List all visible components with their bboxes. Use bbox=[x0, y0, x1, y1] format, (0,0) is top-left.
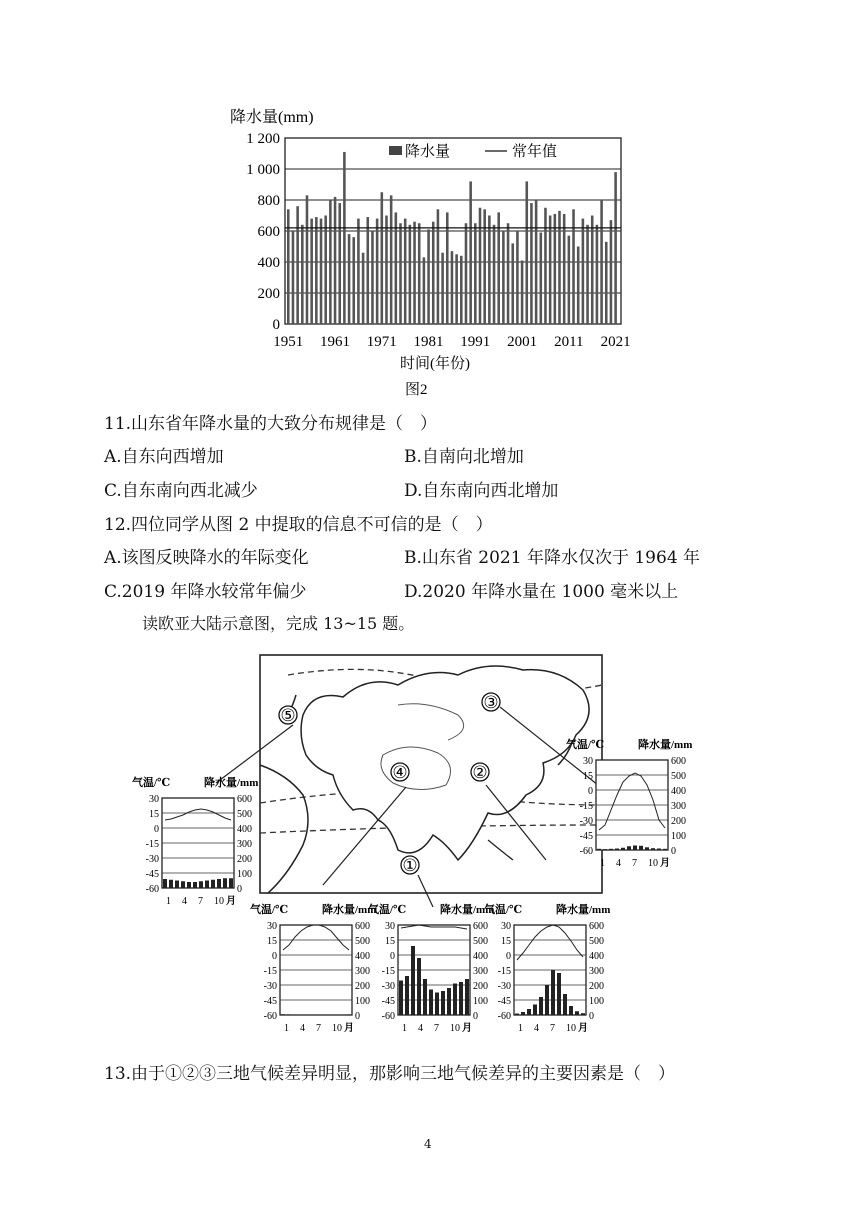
precip-tick: 600 bbox=[589, 921, 604, 932]
x-tick-label: 1951 bbox=[273, 334, 304, 350]
bar bbox=[366, 217, 369, 324]
bar bbox=[469, 181, 472, 324]
precip-tick: 400 bbox=[671, 786, 686, 797]
bar bbox=[324, 216, 327, 325]
precip-bar bbox=[223, 878, 227, 888]
bar bbox=[549, 216, 552, 325]
q12-option-d[interactable]: D.2020 年降水量在 1000 毫米以上 bbox=[404, 582, 679, 602]
marker-1 bbox=[401, 856, 419, 875]
month-tick: 1 bbox=[284, 1023, 289, 1034]
precip-bar bbox=[609, 849, 613, 850]
precip-bar bbox=[399, 981, 403, 1016]
precip-tick: 400 bbox=[355, 951, 370, 962]
svg-text:⑤: ⑤ bbox=[280, 706, 296, 725]
precip-tick: 0 bbox=[589, 1011, 594, 1022]
y-tick-label: 600 bbox=[257, 224, 280, 240]
temp-axis-label: 气温/℃ bbox=[484, 904, 523, 916]
bar bbox=[540, 233, 543, 324]
legend-bar-label: 降水量 bbox=[405, 144, 451, 160]
marker-5 bbox=[279, 706, 297, 725]
bar bbox=[320, 219, 323, 324]
precip-bar bbox=[597, 849, 601, 850]
precip-bar bbox=[429, 990, 433, 1016]
month-tick: 1 bbox=[166, 896, 171, 907]
bar bbox=[554, 214, 557, 324]
temp-tick: 0 bbox=[588, 786, 593, 797]
precip-tick: 500 bbox=[237, 809, 252, 820]
precip-bar bbox=[551, 970, 555, 1015]
svg-text:①: ① bbox=[402, 856, 418, 875]
bar bbox=[348, 234, 351, 324]
bar bbox=[572, 209, 575, 324]
legend-bar-swatch bbox=[389, 146, 402, 155]
eurasia-map-figure bbox=[128, 645, 708, 1045]
precip-tick: 0 bbox=[237, 884, 242, 895]
month-tick: 4 bbox=[534, 1023, 539, 1034]
bar bbox=[605, 242, 608, 324]
bar bbox=[357, 219, 360, 324]
temp-tick: -15 bbox=[497, 966, 511, 977]
x-tick-label: 1991 bbox=[460, 334, 491, 350]
precip-tick: 500 bbox=[473, 936, 488, 947]
precip-tick: 200 bbox=[473, 981, 488, 992]
precip-bar bbox=[515, 1014, 519, 1016]
bar bbox=[493, 225, 496, 324]
temp-tick: 15 bbox=[385, 936, 395, 947]
q11-option-a[interactable]: A.自东向西增加 bbox=[104, 447, 224, 467]
temp-tick: 15 bbox=[267, 936, 277, 947]
precip-tick: 400 bbox=[237, 824, 252, 835]
q11-stem: 11.山东省年降水量的大致分布规律是（ ） bbox=[104, 414, 438, 434]
bar bbox=[432, 222, 435, 324]
temp-tick: -30 bbox=[263, 981, 277, 992]
precip-tick: 100 bbox=[237, 869, 252, 880]
bar bbox=[568, 236, 571, 324]
temp-tick: 15 bbox=[149, 809, 159, 820]
precip-tick: 600 bbox=[473, 921, 488, 932]
temp-tick: -30 bbox=[381, 981, 395, 992]
precip-bar bbox=[657, 849, 661, 851]
month-tick: 1 bbox=[518, 1023, 523, 1034]
temp-tick: -30 bbox=[579, 816, 593, 827]
precip-bar bbox=[557, 973, 561, 1015]
precip-tick: 500 bbox=[355, 936, 370, 947]
temp-tick: 15 bbox=[501, 936, 511, 947]
precipitation-chart bbox=[225, 100, 645, 400]
month-tick: 4 bbox=[182, 896, 187, 907]
climate-chart-2 bbox=[484, 902, 610, 1034]
q12-option-a[interactable]: A.该图反映降水的年际变化 bbox=[104, 548, 309, 568]
x-tick-label: 1981 bbox=[413, 334, 444, 350]
precip-bar bbox=[169, 880, 173, 888]
bar bbox=[287, 209, 290, 324]
temp-tick: 30 bbox=[583, 756, 593, 767]
q11-option-b[interactable]: B.自南向北增加 bbox=[404, 447, 524, 467]
precip-axis-label: 降水量/mm bbox=[440, 904, 495, 916]
bar bbox=[343, 152, 346, 324]
precip-bar bbox=[435, 993, 439, 1016]
bar bbox=[488, 216, 491, 325]
svg-text:③: ③ bbox=[483, 693, 499, 712]
precip-bar bbox=[603, 849, 607, 850]
bar bbox=[516, 231, 519, 324]
month-tick: 4 bbox=[616, 858, 621, 869]
temp-tick: -60 bbox=[381, 1011, 395, 1022]
month-tick: 10 bbox=[648, 858, 658, 869]
bar bbox=[381, 192, 384, 324]
temp-tick: -45 bbox=[381, 996, 395, 1007]
temp-tick: 0 bbox=[390, 951, 395, 962]
precip-bar bbox=[211, 880, 215, 888]
temp-tick: 30 bbox=[501, 921, 511, 932]
precip-tick: 500 bbox=[671, 771, 686, 782]
bar bbox=[301, 225, 304, 324]
svg-text:④: ④ bbox=[392, 763, 408, 782]
chart-ylabel: 降水量(mm) bbox=[230, 109, 314, 126]
temp-tick: 30 bbox=[149, 794, 159, 805]
bar bbox=[418, 223, 421, 324]
precip-bar bbox=[639, 846, 643, 850]
climate-chart-1 bbox=[368, 902, 494, 1034]
precip-tick: 200 bbox=[589, 981, 604, 992]
legend-line-label: 常年值 bbox=[512, 144, 558, 160]
temp-tick: -60 bbox=[145, 884, 159, 895]
x-tick-label: 1971 bbox=[366, 334, 397, 350]
month-tick: 4 bbox=[418, 1023, 423, 1034]
climate-chart-3 bbox=[566, 737, 692, 869]
q12-option-b[interactable]: B.山东省 2021 年降水仅次于 1964 年 bbox=[404, 548, 701, 568]
bar bbox=[329, 200, 332, 324]
y-tick-label: 1 200 bbox=[246, 131, 280, 147]
precip-bar bbox=[645, 847, 649, 850]
temp-axis-label: 气温/℃ bbox=[250, 904, 289, 916]
bar bbox=[600, 200, 603, 324]
bar bbox=[544, 208, 547, 324]
bar bbox=[596, 225, 599, 324]
precip-tick: 200 bbox=[237, 854, 252, 865]
precip-tick: 300 bbox=[589, 966, 604, 977]
bar bbox=[404, 219, 407, 324]
bar bbox=[371, 231, 374, 324]
month-tick: 10 bbox=[332, 1023, 342, 1034]
precip-tick: 100 bbox=[671, 831, 686, 842]
climate-chart-5 bbox=[132, 775, 258, 907]
precip-bar bbox=[175, 881, 179, 889]
bar bbox=[399, 223, 402, 324]
y-tick-label: 0 bbox=[272, 317, 280, 333]
temp-tick: -15 bbox=[381, 966, 395, 977]
bar bbox=[427, 229, 430, 324]
bar bbox=[535, 200, 538, 324]
temp-axis-label: 气温/℃ bbox=[566, 739, 605, 751]
q13-stem: 13.由于①②③三地气候差异明显，那影响三地气候差异的主要因素是（ ） bbox=[104, 1064, 676, 1084]
precip-tick: 100 bbox=[589, 996, 604, 1007]
bar bbox=[413, 222, 416, 324]
precip-bar bbox=[405, 976, 409, 1015]
bar bbox=[530, 203, 533, 324]
precip-bar bbox=[193, 882, 197, 888]
precip-bar bbox=[411, 946, 415, 1015]
section-intro: 读欧亚大陆示意图，完成 13~15 题。 bbox=[142, 614, 415, 633]
precip-axis-label: 降水量/mm bbox=[204, 777, 259, 789]
precip-tick: 200 bbox=[355, 981, 370, 992]
precip-bar bbox=[217, 879, 221, 888]
precip-bar bbox=[651, 848, 655, 850]
y-tick-label: 400 bbox=[257, 255, 280, 271]
precip-bar bbox=[163, 879, 167, 888]
month-tick: 1 bbox=[402, 1023, 407, 1034]
precip-bar bbox=[663, 849, 667, 850]
precip-bar bbox=[563, 994, 567, 1015]
precip-tick: 600 bbox=[237, 794, 252, 805]
precip-bar bbox=[423, 979, 427, 1015]
bar bbox=[474, 223, 477, 324]
month-tick: 1 bbox=[600, 858, 605, 869]
y-tick-label: 1 000 bbox=[246, 162, 280, 178]
precip-bar bbox=[229, 878, 233, 888]
month-tick: 10 bbox=[450, 1023, 460, 1034]
bar bbox=[338, 203, 341, 324]
chart-xlabel: 时间(年份) bbox=[400, 356, 470, 372]
bar bbox=[521, 260, 524, 324]
temp-tick: -60 bbox=[263, 1011, 277, 1022]
month-tick: 4 bbox=[300, 1023, 305, 1034]
precip-tick: 0 bbox=[473, 1011, 478, 1022]
marker-4 bbox=[391, 763, 409, 782]
bar bbox=[385, 216, 388, 325]
x-tick-label: 2001 bbox=[507, 334, 538, 350]
precip-bar bbox=[521, 1012, 525, 1015]
q12-option-c[interactable]: C.2019 年降水较常年偏少 bbox=[104, 582, 307, 602]
x-tick-label: 2011 bbox=[554, 334, 584, 350]
bar bbox=[591, 216, 594, 325]
precip-bar bbox=[199, 881, 203, 888]
bar bbox=[455, 254, 458, 324]
temp-axis-label: 气温/℃ bbox=[132, 777, 171, 789]
precip-bar bbox=[459, 982, 463, 1015]
precip-bar bbox=[621, 848, 625, 850]
bar bbox=[352, 237, 355, 324]
precip-bar bbox=[465, 979, 469, 1015]
bar bbox=[334, 197, 337, 324]
temp-tick: 30 bbox=[385, 921, 395, 932]
bar bbox=[465, 223, 468, 324]
precip-bar bbox=[181, 881, 185, 888]
bars bbox=[287, 152, 617, 324]
precip-bar bbox=[205, 881, 209, 889]
bar bbox=[483, 209, 486, 324]
temp-axis-label: 气温/℃ bbox=[368, 904, 407, 916]
q11-option-d[interactable]: D.自东南向西北增加 bbox=[404, 481, 559, 501]
temp-tick: 0 bbox=[506, 951, 511, 962]
bar bbox=[586, 225, 589, 324]
precip-bar bbox=[633, 846, 637, 851]
precip-axis-label: 降水量/mm bbox=[322, 904, 377, 916]
temp-tick: -60 bbox=[497, 1011, 511, 1022]
temp-tick: -15 bbox=[263, 966, 277, 977]
month-tick: 10 bbox=[566, 1023, 576, 1034]
bar bbox=[502, 231, 505, 324]
temp-tick: 0 bbox=[154, 824, 159, 835]
bar bbox=[582, 219, 585, 324]
precip-tick: 100 bbox=[355, 996, 370, 1007]
precip-bar bbox=[187, 882, 191, 888]
precip-tick: 300 bbox=[473, 966, 488, 977]
bar bbox=[390, 195, 393, 324]
q11-option-c[interactable]: C.自东南向西北减少 bbox=[104, 481, 258, 501]
x-tick-label: 2021 bbox=[600, 334, 631, 350]
month-label: 月 bbox=[462, 1023, 472, 1034]
month-tick: 10 bbox=[214, 896, 224, 907]
precip-tick: 400 bbox=[473, 951, 488, 962]
bar bbox=[423, 257, 426, 324]
month-tick: 7 bbox=[316, 1023, 321, 1034]
temp-tick: -15 bbox=[579, 801, 593, 812]
svg-text:②: ② bbox=[472, 763, 488, 782]
month-tick: 7 bbox=[198, 896, 203, 907]
precip-tick: 400 bbox=[589, 951, 604, 962]
precip-bar bbox=[347, 1014, 351, 1015]
bar bbox=[441, 253, 444, 324]
y-tick-label: 200 bbox=[257, 286, 280, 302]
marker-2 bbox=[471, 763, 489, 782]
precip-bar bbox=[417, 958, 421, 1015]
temp-tick: -30 bbox=[497, 981, 511, 992]
precip-axis-label: 降水量/mm bbox=[638, 739, 693, 751]
temp-tick: -45 bbox=[497, 996, 511, 1007]
x-tick-label: 1961 bbox=[320, 334, 351, 350]
bar bbox=[395, 212, 398, 324]
precip-bar bbox=[569, 1006, 573, 1015]
x-tick-labels bbox=[273, 334, 630, 350]
precip-bar bbox=[447, 988, 451, 1015]
precip-bar bbox=[539, 997, 543, 1015]
precip-bar bbox=[575, 1011, 579, 1015]
figure-caption: 图2 bbox=[405, 382, 428, 398]
precip-bar bbox=[545, 985, 549, 1015]
bar bbox=[376, 219, 379, 324]
bar bbox=[460, 256, 463, 324]
bar bbox=[577, 247, 580, 325]
marker-3 bbox=[482, 693, 500, 712]
bar bbox=[563, 214, 566, 324]
bar bbox=[507, 223, 510, 324]
bar bbox=[525, 181, 528, 324]
precip-tick: 300 bbox=[355, 966, 370, 977]
month-tick: 7 bbox=[632, 858, 637, 869]
precip-tick: 300 bbox=[237, 839, 252, 850]
temp-tick: -30 bbox=[145, 854, 159, 865]
bar bbox=[446, 212, 449, 324]
precip-tick: 0 bbox=[671, 846, 676, 857]
bar bbox=[296, 206, 299, 324]
bar bbox=[409, 225, 412, 324]
month-label: 月 bbox=[578, 1023, 588, 1034]
bar bbox=[614, 172, 617, 324]
y-tick-labels bbox=[246, 131, 280, 333]
bar bbox=[511, 243, 514, 324]
precip-tick: 500 bbox=[589, 936, 604, 947]
bar bbox=[451, 251, 454, 324]
bar bbox=[479, 208, 482, 324]
q12-stem: 12.四位同学从图 2 中提取的信息不可信的是（ ） bbox=[104, 515, 493, 535]
climate-chart-4 bbox=[250, 902, 376, 1034]
month-label: 月 bbox=[226, 896, 236, 907]
precip-tick: 600 bbox=[671, 756, 686, 767]
temp-tick: -45 bbox=[263, 996, 277, 1007]
precip-bar bbox=[527, 1009, 531, 1015]
precip-bar bbox=[441, 991, 445, 1015]
temp-tick: -60 bbox=[579, 846, 593, 857]
bar bbox=[306, 195, 309, 324]
precip-bar bbox=[287, 1014, 291, 1015]
precip-axis-label: 降水量/mm bbox=[556, 904, 611, 916]
precip-tick: 100 bbox=[473, 996, 488, 1007]
month-tick: 7 bbox=[550, 1023, 555, 1034]
precip-bar bbox=[627, 846, 631, 850]
temp-tick: -15 bbox=[145, 839, 159, 850]
y-tick-label: 800 bbox=[257, 193, 280, 209]
precip-bar bbox=[615, 849, 619, 851]
temp-tick: -45 bbox=[579, 831, 593, 842]
temp-tick: 0 bbox=[272, 951, 277, 962]
bar bbox=[292, 231, 295, 324]
bar bbox=[497, 212, 500, 324]
month-label: 月 bbox=[660, 858, 670, 869]
page-number: 4 bbox=[424, 1137, 432, 1151]
month-label: 月 bbox=[344, 1023, 354, 1034]
precip-bar bbox=[533, 1005, 537, 1016]
temp-tick: -45 bbox=[145, 869, 159, 880]
precip-tick: 0 bbox=[355, 1011, 360, 1022]
precip-bar bbox=[453, 984, 457, 1016]
bar bbox=[610, 220, 613, 324]
bar bbox=[315, 217, 318, 324]
temp-tick: 15 bbox=[583, 771, 593, 782]
precip-bar bbox=[581, 1013, 585, 1015]
bar bbox=[437, 209, 440, 324]
temp-tick: 30 bbox=[267, 921, 277, 932]
month-tick: 7 bbox=[434, 1023, 439, 1034]
precip-bar bbox=[281, 1014, 285, 1015]
precip-tick: 200 bbox=[671, 816, 686, 827]
precip-tick: 300 bbox=[671, 801, 686, 812]
precip-tick: 600 bbox=[355, 921, 370, 932]
bar bbox=[362, 253, 365, 324]
bar bbox=[310, 219, 313, 324]
